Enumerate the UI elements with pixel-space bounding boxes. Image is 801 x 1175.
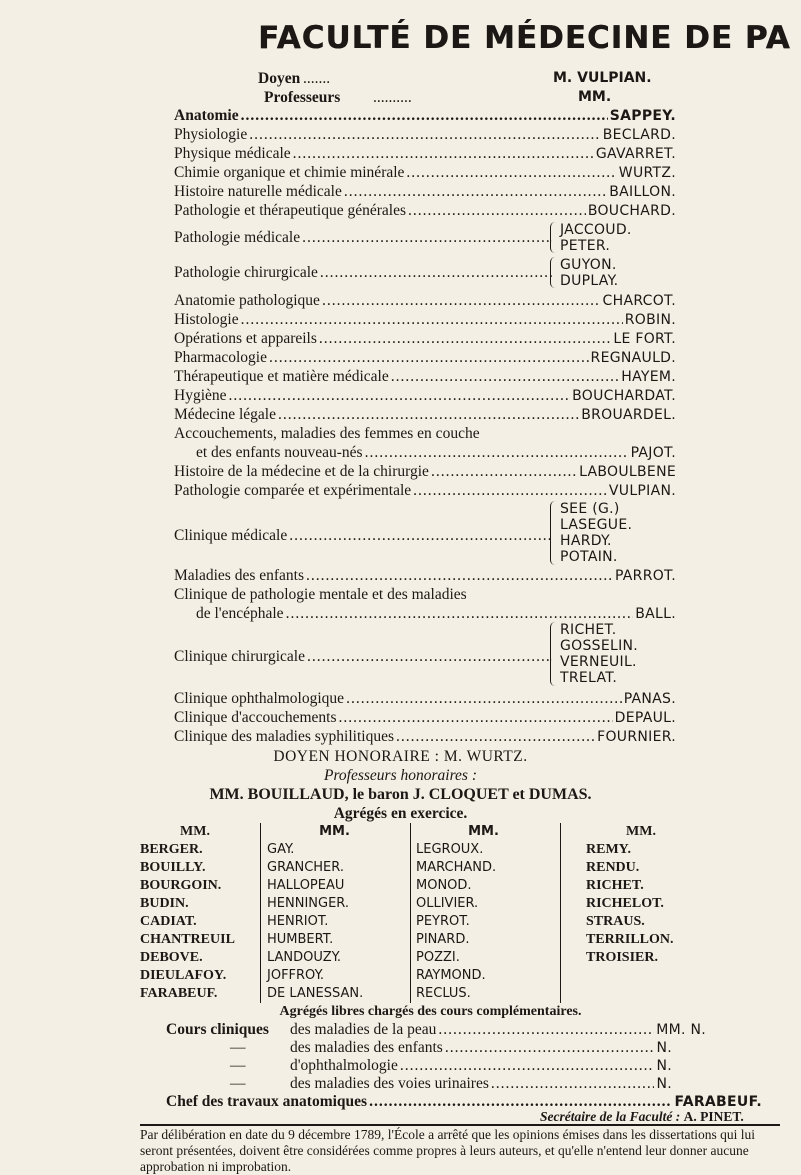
chair-name: HAYEM. [621,369,676,385]
chair-row [174,349,676,368]
column-separator [260,823,261,1003]
chair-subject: Thérapeutique et matière médicale [174,368,389,385]
chair-subject: Pathologie comparée et expérimentale [174,482,412,499]
cours-row [290,1075,672,1094]
footer-note: Par délibération en date du 9 décembre 1789, l'École a arrêté que les opinions émises dans les dissertations qui lui seront présentées, doivent être considérées comme propres à leurs auteurs, et qu'elle n'entend leur donner aucune approbation ni improbation. [140,1127,756,1174]
agreges-libres-title: Agrégés libres chargés des cours complémentaires. [279,1004,582,1019]
agreges-column-1 [140,823,250,1003]
professor-name: SEE (G.) [560,501,620,517]
chair-subject: Anatomie [174,107,239,124]
agrege-name: POZZI. [416,950,460,965]
chair-row [174,406,676,425]
chair-subject: Physique médicale [174,145,291,162]
chair-name: BOUCHARDAT. [572,388,676,404]
cours-dash: — [230,1075,246,1092]
secretaire-label: Secrétaire de la Faculté : [540,1109,681,1124]
agrege-name: CHANTREUIL [140,932,235,947]
chair-subject: Clinique d'accouchements [174,709,337,726]
chef-label: Chef des travaux anatomiques [166,1093,368,1110]
chair-name: FOURNIER. [597,729,676,745]
chair-row [174,482,676,501]
agrege-name: MARCHAND. [416,860,497,875]
chair-name: LE FORT. [613,331,676,347]
agrege-name: CADIAT. [140,914,197,929]
doyen-label: Doyen [258,70,301,87]
chair-name: BECLARD. [602,127,676,143]
chair-subject: Histoire de la médecine et de la chirurgie [174,463,429,480]
page-title: FACULTÉ DE MÉDECINE DE PA [258,20,791,56]
chair-subject: Pathologie médicale [174,229,301,246]
chair-names [560,257,618,289]
column-head: MM. [180,824,210,839]
cours-subject: d'ophthalmologie [290,1057,398,1074]
column-separator [560,823,561,1003]
chair-name: CHARCOT. [602,293,676,309]
brace [550,501,557,565]
chair-row [196,444,676,463]
agrege-name: RICHET. [586,878,644,893]
cours-label: Cours cliniques [166,1021,269,1038]
agreges-column-4 [586,823,696,967]
chair-row-clinique-chirurgicale [174,648,554,667]
chair-subject: Anatomie pathologique [174,292,320,309]
chair-row [174,164,676,183]
column-head: MM. [626,824,656,839]
chair-subject: Hygiène [174,387,227,404]
chair-name: WURTZ. [618,165,676,181]
agrege-name: TERRILLON. [586,932,674,947]
agrege-name: DE LANESSAN. [267,986,364,1001]
chair-subject: Maladies des enfants [174,567,304,584]
agrege-name: RICHELOT. [586,896,664,911]
chair-row [174,728,676,747]
chair-name: BOUCHARD. [587,203,676,219]
cours-subject: des maladies de la peau [290,1021,437,1038]
chair-name: BROUARDEL. [581,407,676,423]
chair-name: SAPPEY. [609,108,676,124]
chair-subject-line: Clinique de pathologie mentale et des maladies [174,586,467,603]
professeurs-dots: .......... [373,89,412,106]
chair-name: GAVARRET. [595,146,676,162]
chair-subject: Physiologie [174,126,248,143]
cours-subject: des maladies des enfants [290,1039,443,1056]
chair-subject: Pharmacologie [174,349,267,366]
chair-name: REGNAULD. [590,350,676,366]
chair-row [174,567,676,586]
agrege-name: BUDIN. [140,896,189,911]
agrege-name: LANDOUZY. [267,950,342,965]
cours-row [290,1057,672,1076]
column-separator [410,823,411,1003]
chair-names [560,501,632,565]
agrege-name: FARABEUF. [140,986,218,1001]
chair-row [174,330,676,349]
doyen-honoraire: DOYEN HONORAIRE : M. WURTZ. [273,748,528,765]
brace [550,622,557,686]
cours-dash: — [230,1039,246,1056]
chair-row-pathologie-medicale [174,229,554,248]
doyen-name: M. VULPIAN. [553,70,652,86]
chair-subject: Clinique ophthalmologique [174,690,345,707]
professeurs-honoraires-label: Professeurs honoraires : [324,767,477,784]
cours-name: N. [656,1040,672,1056]
cours-name: N. [656,1058,672,1074]
chair-row [174,126,676,145]
professor-name: DUPLAY. [560,273,619,289]
chair-subject: Opérations et appareils [174,330,317,347]
chair-name: PARROT. [614,568,676,584]
cours-dash: — [230,1057,246,1074]
chair-name: PAJOT. [630,445,676,461]
column-head: MM. [468,824,499,839]
chair-subject: Clinique des maladies syphilitiques [174,728,394,745]
column-head: MM. [319,824,350,839]
agrege-name: MONOD. [416,878,472,893]
agrege-name: HALLOPEAU [267,878,345,893]
cours-name: MM. N. [656,1022,706,1038]
chair-name: BAILLON. [609,184,676,200]
professor-name: TRELAT. [560,670,618,686]
chair-subject: Pathologie et thérapeutique générales [174,202,406,219]
professor-name: GOSSELIN. [560,638,639,654]
brace [550,222,557,253]
professor-name: VERNEUIL. [560,654,637,670]
cours-row [290,1021,706,1040]
chair-row-pathologie-chirurgicale [174,264,554,283]
agrege-name: BERGER. [140,842,203,857]
chair-row [174,311,676,330]
chair-subject: Histologie [174,311,239,328]
chair-subject: Clinique médicale [174,527,288,544]
chair-row [174,183,676,202]
chair-row [174,145,676,164]
chair-row-clinique-medicale [174,527,554,546]
agreges-column-3 [416,823,551,1003]
agrege-name: DIEULAFOY. [140,968,227,983]
agrege-name: RAYMOND. [416,968,486,983]
chair-subject: et des enfants nouveau-nés [196,444,363,461]
professor-name: PETER. [560,238,611,254]
chair-row [174,107,676,126]
professeurs-mm: MM. [578,89,612,105]
professor-name: HARDY. [560,533,612,549]
professor-name: JACCOUD. [560,222,632,238]
doyen-dots: ....... [303,70,331,87]
chair-name: VULPIAN. [608,483,676,499]
agreges-column-2 [267,823,402,1003]
chair-name: ROBIN. [624,312,676,328]
agrege-name: REMY. [586,842,631,857]
agrege-name: GRANCHER. [267,860,344,875]
chair-subject: Clinique chirurgicale [174,648,305,665]
professeurs-honoraires: MM. BOUILLAUD, le baron J. CLOQUET et DUMAS. [209,786,592,803]
agrege-name: RECLUS. [416,986,471,1001]
chair-row [174,292,676,311]
chair-row [174,709,676,728]
agrege-name: TROISIER. [586,950,658,965]
chair-subject: Médecine légale [174,406,276,423]
secretaire-name: A. PINET. [683,1109,744,1124]
agrege-name: JOFFROY. [267,968,325,983]
chair-subject-line: Accouchements, maladies des femmes en couche [174,425,480,442]
agrege-name: HENRIOT. [267,914,329,929]
agrege-name: PEYROT. [416,914,470,929]
chair-name: PANAS. [623,691,676,707]
agrege-name: RENDU. [586,860,640,875]
chair-subject: Chimie organique et chimie minérale [174,164,405,181]
chef-name: FARABEUF. [674,1094,762,1110]
professor-name: LASEGUE. [560,517,633,533]
chair-name: LABOULBENE [579,464,676,480]
chair-row [174,690,676,709]
agrege-name: OLLIVIER. [416,896,479,911]
agrege-name: GAY. [267,842,295,857]
chair-subject: Histoire naturelle médicale [174,183,342,200]
agrege-name: BOUILLY. [140,860,206,875]
chair-names [560,222,632,254]
agrege-name: HENNINGER. [267,896,349,911]
agrege-name: LEGROUX. [416,842,484,857]
chair-name: BALL. [635,606,676,622]
chair-row [174,368,676,387]
agrege-name: PINARD. [416,932,470,947]
chair-subject: de l'encéphale [196,605,284,622]
professor-name: RICHET. [560,622,617,638]
chair-names [560,622,638,686]
chair-subject: Pathologie chirurgicale [174,264,318,281]
agrege-name: HUMBERT. [267,932,334,947]
agrege-name: DEBOVE. [140,950,203,965]
chair-row [174,202,676,221]
professeurs-label: Professeurs [264,89,341,106]
chair-name: DEPAUL. [614,710,676,726]
chair-row [174,463,676,482]
cours-row [290,1039,672,1058]
agrege-name: STRAUS. [586,914,645,929]
cours-subject: des maladies des voies urinaires [290,1075,489,1092]
chair-row [174,387,676,406]
agreges-title: Agrégés en exercice. [333,805,468,822]
professor-name: GUYON. [560,257,617,273]
secretaire [540,1109,744,1125]
agrege-name: BOURGOIN. [140,878,222,893]
cours-name: N. [656,1076,672,1092]
brace [550,257,557,288]
professor-name: POTAIN. [560,549,618,565]
